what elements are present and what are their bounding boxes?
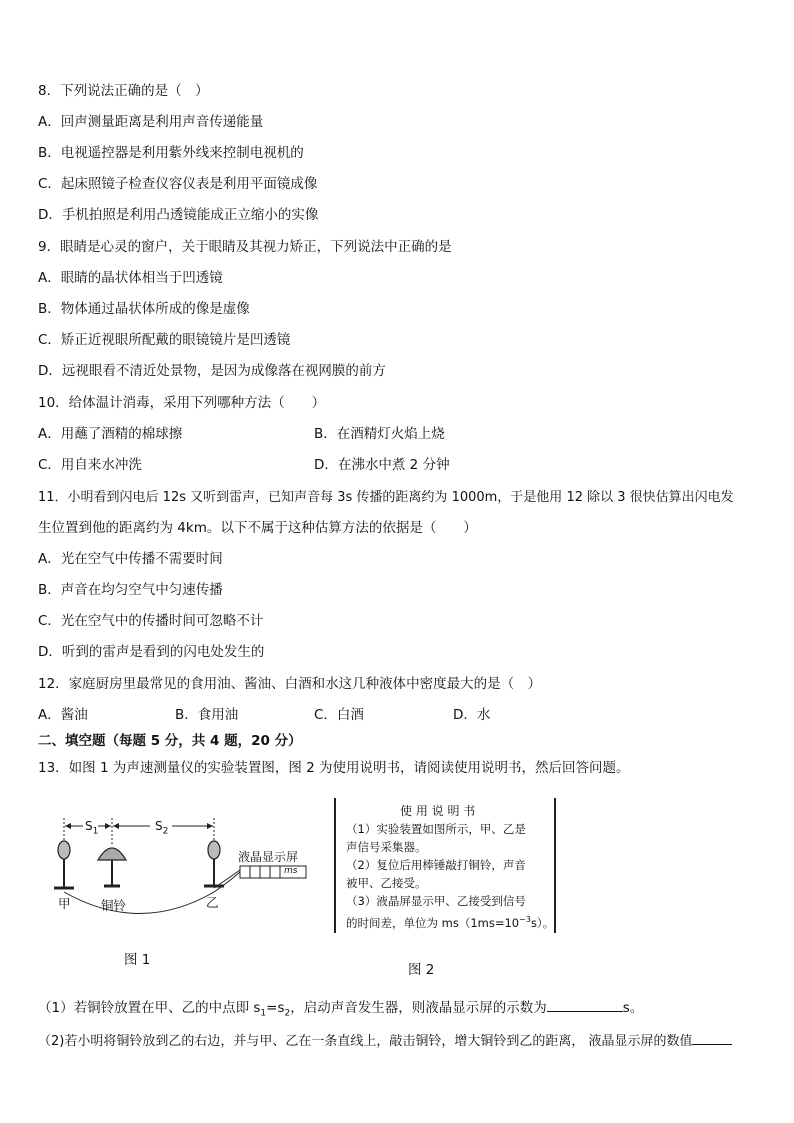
- manual-line-1: （1）实验装置如图所示，甲、乙是: [346, 822, 526, 836]
- q13-part-1: （1）若铜铃放置在甲、乙的中点即 $s_1=s_2$，启动声音发生器，则液晶显示屏的示数为 s。: [38, 997, 643, 1023]
- q10-option-d: D．在沸水中煮 2 分钟: [314, 457, 450, 473]
- q10-option-b: B．在酒精灯火焰上烧: [314, 426, 445, 442]
- q13-stem: 13．如图 1 为声速测量仪的实验装置图，图 2 为使用说明书，请阅读使用说明书，然后回答问题。: [38, 760, 630, 776]
- figure-2-manual: [334, 798, 556, 933]
- q12-option-b: B．食用油: [175, 707, 239, 723]
- manual-line-4: 被甲、乙接受。: [346, 876, 427, 890]
- q11-option-c: C．光在空气中的传播时间可忽略不计: [38, 613, 264, 629]
- q10-stem: 10．给体温计消毒，采用下列哪种方法（ ）: [38, 395, 326, 411]
- bell-label: 铜铃: [101, 898, 127, 913]
- figure-1-caption: 图 1: [124, 952, 151, 968]
- q11-stem-line1: 11．小明看到闪电后 12s 又听到雷声，已知声音每 3s 传播的距离约为 1000m，于是他用 12 除以 3 很快估算出闪电发: [38, 490, 734, 505]
- q8-option-b: B．电视遥控器是利用紫外线来控制电视机的: [38, 145, 304, 161]
- q9-option-b: B．物体通过晶状体所成的像是虚像: [38, 301, 250, 317]
- yi-label: 乙: [206, 895, 219, 910]
- q8-option-c: C．起床照镜子检查仪容仪表是利用平面镜成像: [38, 176, 318, 192]
- q8-option-a: A．回声测量距离是利用声音传递能量: [38, 114, 264, 130]
- q8-stem: 8．下列说法正确的是（ ）: [38, 83, 209, 99]
- manual-line-2: 声信号采集器。: [346, 840, 427, 854]
- q9-stem: 9．眼睛是心灵的窗户，关于眼睛及其视力矫正，下列说法中正确的是: [38, 239, 452, 255]
- q10-option-a: A．用蘸了酒精的棉球擦: [38, 426, 183, 442]
- manual-line-6: 的时间差，单位为 $ms(1ms=10^{-3}s)$。: [346, 915, 555, 930]
- q12-option-c: C．白酒: [314, 707, 364, 723]
- q9-option-a: A．眼睛的晶状体相当于凹透镜: [38, 270, 223, 286]
- q12-stem: 12．家庭厨房里最常见的食用油、酱油、白酒和水这几种液体中密度最大的是（ ）: [38, 676, 542, 692]
- figure-2-caption: 图 2: [408, 962, 435, 978]
- manual-line-5: （3）液晶屏显示甲、乙接受到信号: [346, 894, 526, 908]
- s2-label: $S_2$: [155, 819, 169, 837]
- unit-label: ms: [284, 866, 298, 876]
- q11-option-d: D．听到的雷声是看到的闪电处发生的: [38, 644, 265, 660]
- q9-option-c: C．矫正近视眼所配戴的眼镜镜片是凹透镜: [38, 332, 291, 348]
- q11-stem-line2: 生位置到他的距离约为 4km。以下不属于这种估算方法的依据是（ ）: [38, 520, 477, 536]
- jia-label: 甲: [58, 896, 71, 911]
- q12-option-a: A．酱油: [38, 707, 88, 723]
- q10-option-c: C．用自来水冲洗: [38, 457, 142, 473]
- q8-option-d: D．手机拍照是利用凸透镜能成正立缩小的实像: [38, 207, 319, 223]
- manual-title: 使 用 说 明 书: [400, 804, 476, 818]
- section-heading: 二、填空题（每题 5 分，共 4 题，20 分）: [38, 733, 302, 749]
- manual-line-3: （2）复位后用棒锤敲打铜铃，声音: [346, 858, 526, 872]
- q12-option-d: D．水: [453, 707, 491, 723]
- answer-blank-2[interactable]: [692, 1030, 732, 1045]
- q9-option-d: D．远视眼看不清近处景物，是因为成像落在视网膜的前方: [38, 363, 386, 379]
- figure-1: [50, 810, 310, 940]
- q11-option-b: B．声音在均匀空气中匀速传播: [38, 582, 223, 598]
- screen-label: 液晶显示屏: [238, 850, 299, 864]
- s1-label: $S_1$: [85, 819, 99, 837]
- answer-blank-1[interactable]: [547, 997, 623, 1012]
- q11-option-a: A．光在空气中传播不需要时间: [38, 551, 223, 567]
- q13-part-2: （2)若小明将铜铃放到乙的右边，并与甲、乙在一条直线上，敲击铜铃，增大铜铃到乙的距离， 液晶显示屏的数值: [38, 1030, 732, 1051]
